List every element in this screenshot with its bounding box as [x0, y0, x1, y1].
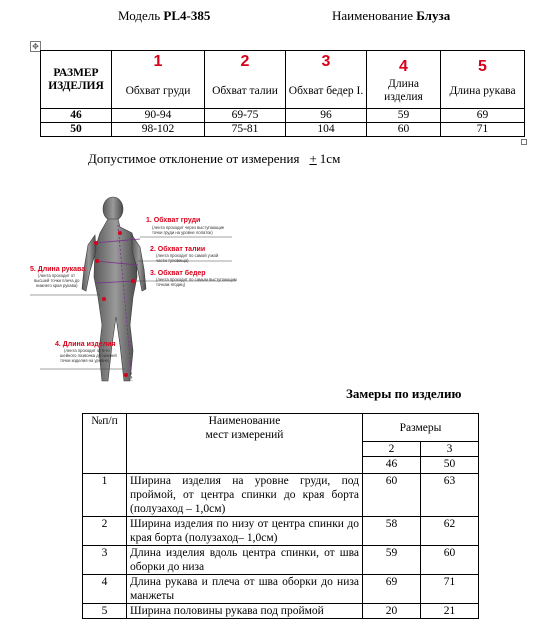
- table-row: 46 90-94 69-75 96 59 69: [41, 109, 525, 123]
- column-number: 3: [286, 51, 367, 75]
- table-row: 4 Длина рукава и плеча от шва оборки до низа манжеты 69 71: [83, 575, 479, 604]
- column-number: 2: [205, 51, 286, 75]
- model-header: [118, 8, 210, 24]
- model-label: Модель: [118, 8, 161, 23]
- column-label: Обхват бедер I.: [286, 75, 367, 109]
- svg-text:(лента проходит от: (лента проходит от: [38, 273, 76, 278]
- svg-text:шейного позвонка до нижней: шейного позвонка до нижней: [60, 353, 117, 358]
- col-header-sizes: Размеры: [363, 414, 479, 442]
- svg-text:точки груди на уровне лопаток): точки груди на уровне лопаток): [152, 230, 213, 235]
- size-index: 2: [363, 442, 421, 457]
- model-value: PL4-385: [163, 8, 211, 23]
- size-value: 50: [421, 457, 479, 474]
- table-row: 5 Ширина половины рукава под проймой 20 21: [83, 604, 479, 619]
- svg-text:точки изделия на уровне): точки изделия на уровне): [60, 358, 110, 363]
- svg-text:(лента проходит по самым высту: (лента проходит по самым выступающим: [156, 277, 237, 282]
- table-move-handle-icon[interactable]: ✥: [30, 41, 41, 52]
- figure-label-length: 4. Длина изделия: [55, 341, 116, 348]
- table-row: 2 Ширина изделия по низу от центра спинки до края борта (полузаход– 1,0см) 58 62: [83, 517, 479, 546]
- column-label: Длина изделия: [367, 75, 441, 109]
- table-resize-handle[interactable]: [521, 139, 527, 145]
- column-label: Обхват талии: [205, 75, 286, 109]
- column-number: 4: [367, 51, 441, 75]
- size-chart-table: [40, 50, 525, 137]
- column-label: Обхват груди: [112, 75, 205, 109]
- column-number: 1: [112, 51, 205, 75]
- figure-label-hips: 3. Обхват бедер: [150, 270, 206, 277]
- size-value: 46: [363, 457, 421, 474]
- body-measurement-figure: [0, 185, 300, 395]
- svg-text:(лента проходит через выступаю: (лента проходит через выступающие: [152, 225, 225, 230]
- figure-label-waist: 2. Обхват талии: [150, 246, 206, 253]
- measurements-table: [82, 413, 479, 619]
- col-header-name: Наименование мест измерений: [127, 414, 363, 474]
- table-row: 3 Длина изделия вдоль центра спинки, от шва оборки до низа 59 60: [83, 546, 479, 575]
- table-row: 1 Ширина изделия на уровне груди, под проймой, от центра спинки до края борта (полузаход – 1,0см) 60 63: [83, 474, 479, 517]
- col-header-number: №п/п: [83, 414, 127, 474]
- name-label: Наименование: [332, 8, 413, 23]
- svg-text:точкам ягодиц): точкам ягодиц): [156, 282, 186, 287]
- column-number: 5: [441, 51, 525, 75]
- table-row: 50 98-102 75-81 104 60 71: [41, 123, 525, 137]
- svg-text:(лента проходит по самой узкой: (лента проходит по самой узкой: [156, 253, 219, 258]
- svg-text:(лента проходит от 6-го: (лента проходит от 6-го: [64, 348, 110, 353]
- measurements-title: Замеры по изделию: [346, 386, 462, 401]
- svg-text:части туловища): части туловища): [156, 258, 189, 263]
- name-header: [332, 8, 450, 24]
- tolerance-note: Допустимое отклонение от измерения + 1см: [88, 151, 341, 166]
- svg-text:нижнего края рукава): нижнего края рукава): [36, 283, 78, 288]
- column-label: Длина рукава: [441, 75, 525, 109]
- figure-label-chest: 1. Обхват груди: [146, 217, 201, 224]
- figure-label-sleeve: 5. Длина рукава: [30, 266, 86, 273]
- svg-text:высшей точки плеча до: высшей точки плеча до: [34, 278, 80, 283]
- size-corner-header: РАЗМЕР ИЗДЕЛИЯ: [41, 51, 112, 109]
- size-index: 3: [421, 442, 479, 457]
- name-value: Блуза: [416, 8, 451, 23]
